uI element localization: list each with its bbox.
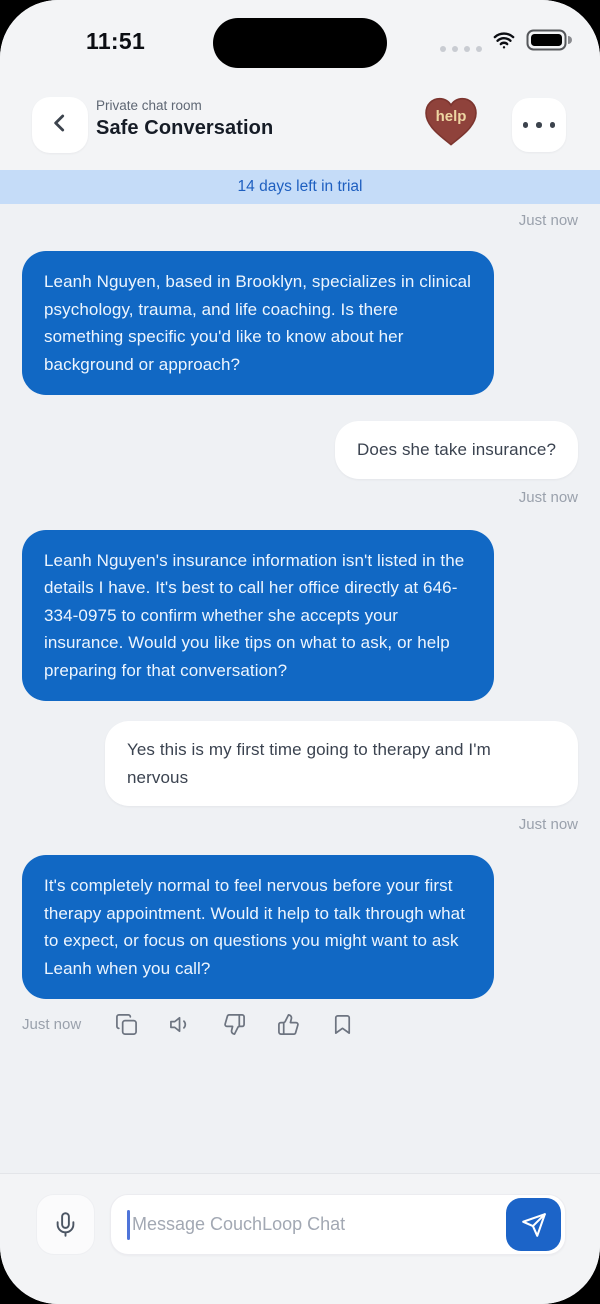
thumbs-up-icon bbox=[277, 1013, 300, 1036]
page-title: Safe Conversation bbox=[96, 117, 274, 139]
chevron-left-icon bbox=[47, 110, 73, 141]
assistant-message: Leanh Nguyen, based in Brooklyn, specializes in clinical psychology, trauma, and life coaching. Is there something specific you'd like to know about her background or approach? bbox=[22, 251, 494, 395]
back-button[interactable] bbox=[32, 97, 88, 153]
thumbs-down-icon bbox=[223, 1013, 246, 1036]
user-message: Does she take insurance? bbox=[335, 421, 578, 479]
dynamic-island bbox=[213, 18, 387, 68]
trial-banner bbox=[0, 170, 600, 204]
read-aloud-button[interactable] bbox=[169, 1013, 192, 1036]
send-button[interactable] bbox=[506, 1198, 561, 1251]
bookmark-button[interactable] bbox=[331, 1013, 354, 1036]
ellipsis-icon bbox=[523, 122, 556, 128]
text-caret bbox=[127, 1210, 130, 1240]
thumbs-up-button[interactable] bbox=[277, 1013, 300, 1036]
thumbs-down-button[interactable] bbox=[223, 1013, 246, 1036]
composer-bar bbox=[0, 1173, 600, 1304]
status-bar bbox=[0, 0, 600, 85]
svg-text:help: help bbox=[435, 108, 467, 126]
room-type-label: Private chat room bbox=[96, 98, 202, 113]
timestamp: Just now bbox=[518, 816, 578, 833]
message-input[interactable] bbox=[110, 1194, 566, 1255]
status-icons bbox=[440, 26, 572, 58]
battery-icon bbox=[526, 29, 572, 56]
clock: 11:51 bbox=[86, 28, 146, 54]
help-heart-button[interactable] bbox=[422, 94, 480, 154]
title-block bbox=[96, 98, 273, 140]
user-message: Yes this is my first time going to therapy and I'm nervous bbox=[105, 721, 578, 806]
microphone-icon bbox=[52, 1211, 79, 1238]
heart-icon bbox=[422, 94, 480, 150]
bookmark-icon bbox=[331, 1013, 354, 1036]
microphone-button[interactable] bbox=[36, 1194, 95, 1255]
input-placeholder: Message CouchLoop Chat bbox=[132, 1214, 346, 1234]
more-options-button[interactable] bbox=[512, 98, 566, 152]
trial-banner-text: 14 days left in trial bbox=[237, 178, 363, 195]
timestamp: Just now bbox=[22, 1016, 82, 1033]
assistant-message: Leanh Nguyen's insurance information isn't listed in the details I have. It's best to call her office directly at 646-334-0975 to confirm whether she accepts your insurance. Would you like tips on what to ask, or help preparing for that conversation? bbox=[22, 530, 494, 702]
cellular-dots-icon bbox=[440, 46, 482, 52]
copy-button[interactable] bbox=[115, 1013, 138, 1036]
wifi-icon bbox=[491, 29, 517, 56]
assistant-message: It's completely normal to feel nervous before your first therapy appointment. Would it help to talk through what to expect, or focus on questions you might want to ask Leanh when you call? bbox=[22, 855, 494, 999]
copy-icon bbox=[115, 1013, 138, 1036]
send-icon bbox=[521, 1212, 547, 1238]
timestamp: Just now bbox=[518, 212, 578, 229]
timestamp: Just now bbox=[518, 488, 578, 506]
chat-header bbox=[0, 85, 600, 170]
message-actions bbox=[22, 1013, 354, 1036]
speaker-icon bbox=[169, 1013, 192, 1036]
message-list bbox=[0, 204, 600, 1173]
